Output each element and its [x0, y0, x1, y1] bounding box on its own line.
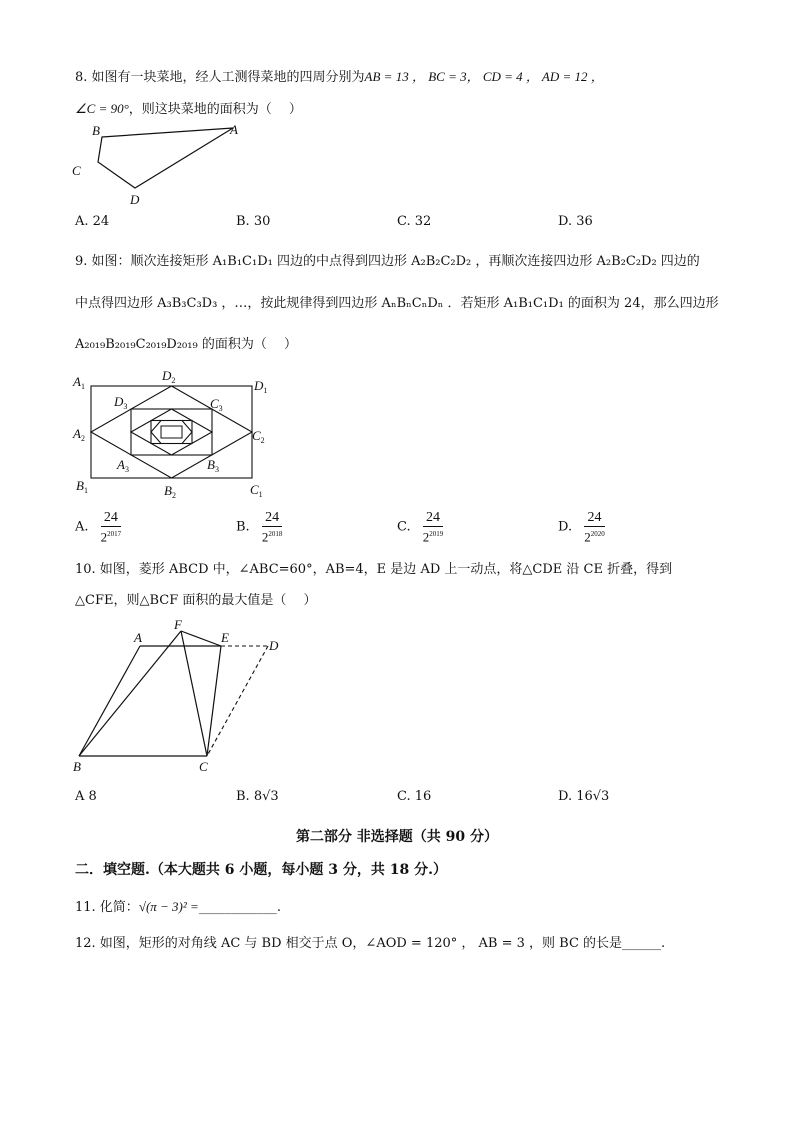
q9-a-base: 2 — [100, 529, 108, 545]
q9-b-base: 2 — [261, 529, 269, 545]
q9-figure — [70, 368, 280, 503]
q8-line1 — [75, 66, 604, 85]
q9-option-c[interactable] — [397, 510, 443, 544]
q9-d-num: 24 — [584, 510, 605, 527]
q9-b-den — [262, 527, 283, 544]
q8-question: ，则这块菜地的面积为（ ） — [128, 102, 302, 117]
section2-title: 二．填空题.（本大题共 6 小题，每小题 3 分，共 18 分.） — [75, 862, 447, 878]
q9-line1: 9. 如图：顺次连接矩形 A₁B₁C₁D₁ 四边的中点得到四边形 A₂B₂C₂D₂ ，再顺次连接四边形 A₂B₂C₂D₂ 四边的 — [75, 254, 700, 269]
q9-d-den — [584, 527, 605, 544]
q9-d-base: 2 — [584, 529, 591, 545]
q9-c-exp: 2019 — [429, 530, 444, 538]
part2-title: 第二部分 非选择题（共 90 分） — [295, 829, 499, 845]
q8-quadrilateral — [98, 128, 233, 188]
q9-option-a-fraction — [101, 510, 122, 544]
q9-option-d-fraction — [584, 510, 605, 544]
q8-label-a: A — [230, 122, 238, 137]
q9-option-b-letter: B. — [236, 519, 250, 535]
q9-label-d3: $D_3$ — [114, 394, 128, 411]
q9-inner-6 — [151, 421, 192, 444]
q9-option-c-letter: C. — [397, 519, 411, 535]
q9-option-d-letter: D. — [558, 519, 573, 535]
q9-c-num: 24 — [423, 510, 444, 527]
q9-rhombus-4 — [131, 409, 212, 455]
q10-line-fb — [79, 631, 181, 756]
q11-prefix: 11. 化简： — [75, 900, 139, 915]
q10-label-f: F — [174, 617, 182, 632]
q8-text: 8. 如图有一块菜地，经人工测得菜地的四周分别为 — [75, 70, 365, 85]
q11-blank[interactable]: ____________. — [198, 900, 281, 915]
q8-line2 — [75, 98, 302, 117]
q9-a-exp: 2017 — [107, 530, 122, 538]
q9-a-den — [101, 527, 122, 544]
q8-label-b: B — [92, 123, 100, 138]
q10-label-a: A — [134, 630, 142, 645]
q9-rect-3 — [131, 409, 212, 455]
q9-label-c3: $C_3$ — [210, 396, 223, 413]
q10-label-b: B — [73, 759, 81, 774]
q8-option-a[interactable]: A. 24 — [75, 214, 110, 229]
q9-rect-7 — [161, 426, 182, 438]
q9-option-a[interactable] — [75, 510, 121, 544]
q9-c-den — [423, 527, 444, 544]
q9-label-d1: $D_1$ — [254, 378, 268, 395]
q8-option-c[interactable]: C. 32 — [397, 214, 432, 229]
q9-option-b-fraction — [262, 510, 283, 544]
q9-a-num: 24 — [101, 510, 122, 527]
q10-line-fe — [181, 631, 221, 646]
q10-line-ce — [207, 646, 221, 756]
q9-label-a3: $A_3$ — [117, 457, 129, 474]
q9-label-b2: $B_2$ — [164, 483, 176, 500]
q9-label-a2: $A_2$ — [73, 426, 85, 443]
q8-math: AB = 13 ， BC = 3， CD = 4 ， AD = 12 ， — [364, 69, 604, 84]
q10-label-d: D — [269, 638, 279, 653]
q10-option-c[interactable]: C. 16 — [397, 789, 432, 804]
q9-label-a1: $A_1$ — [73, 374, 85, 391]
q9-option-a-letter: A. — [75, 519, 89, 535]
q10-line1: 10. 如图，菱形 ABCD 中，∠ABC=60°，AB=4，E 是边 AD 上一动点，将△CDE 沿 CE 折叠，得到 — [75, 562, 673, 577]
q9-b-num: 24 — [262, 510, 283, 527]
q9-option-c-fraction — [423, 510, 444, 544]
q9-option-b[interactable] — [236, 510, 282, 544]
q8-figure — [68, 118, 268, 210]
q10-option-d[interactable]: D. 16√3 — [558, 789, 610, 804]
q9-option-d[interactable] — [558, 510, 605, 544]
q8-option-d[interactable]: D. 36 — [558, 214, 593, 229]
q11-expr: √(π − 3)² = — [138, 899, 199, 914]
q9-label-c1: $C_1$ — [250, 482, 263, 499]
q12: 12. 如图，矩形的对角线 AC 与 BD 相交于点 O，∠AOD = 120° ， AB = 3 ，则 BC 的长是______. — [75, 936, 666, 951]
q9-b-exp: 2018 — [268, 530, 283, 538]
q9-rect-5 — [151, 421, 192, 444]
q10-side-ba — [79, 646, 140, 756]
q10-figure — [68, 614, 298, 776]
q9-d-exp: 2020 — [590, 530, 605, 538]
q9-line2: 中点得四边形 A₃B₃C₃D₃ ，…，按此规律得到四边形 AₙBₙCₙDₙ ．若矩形 A₁B₁C₁D₁ 的面积为 24，那么四边形 — [75, 296, 719, 311]
q9-line3: A₂₀₁₉B₂₀₁₉C₂₀₁₉D₂₀₁₉ 的面积为（ ） — [75, 337, 297, 352]
q10-label-e: E — [221, 630, 229, 645]
q10-option-b[interactable]: B. 8√3 — [236, 789, 279, 804]
q9-label-b1: $B_1$ — [76, 478, 88, 495]
q9-label-b3: $B_3$ — [207, 457, 219, 474]
q9-label-d2: $D_2$ — [162, 368, 176, 385]
q10-line-fc — [181, 631, 207, 756]
q8-label-c: C — [72, 163, 81, 178]
q10-option-a[interactable]: A 8 — [75, 789, 97, 804]
q8-option-b[interactable]: B. 30 — [236, 214, 271, 229]
q9-c-base: 2 — [422, 529, 430, 545]
q10-line2: △CFE，则△BCF 面积的最大值是（ ） — [75, 593, 317, 608]
q11 — [75, 896, 281, 915]
q8-angle: ∠C = 90° — [75, 101, 129, 116]
q10-side-dc-dashed — [207, 646, 268, 756]
q8-label-d: D — [130, 192, 140, 207]
q9-label-c2: $C_2$ — [252, 428, 265, 445]
q10-label-c: C — [199, 759, 208, 774]
